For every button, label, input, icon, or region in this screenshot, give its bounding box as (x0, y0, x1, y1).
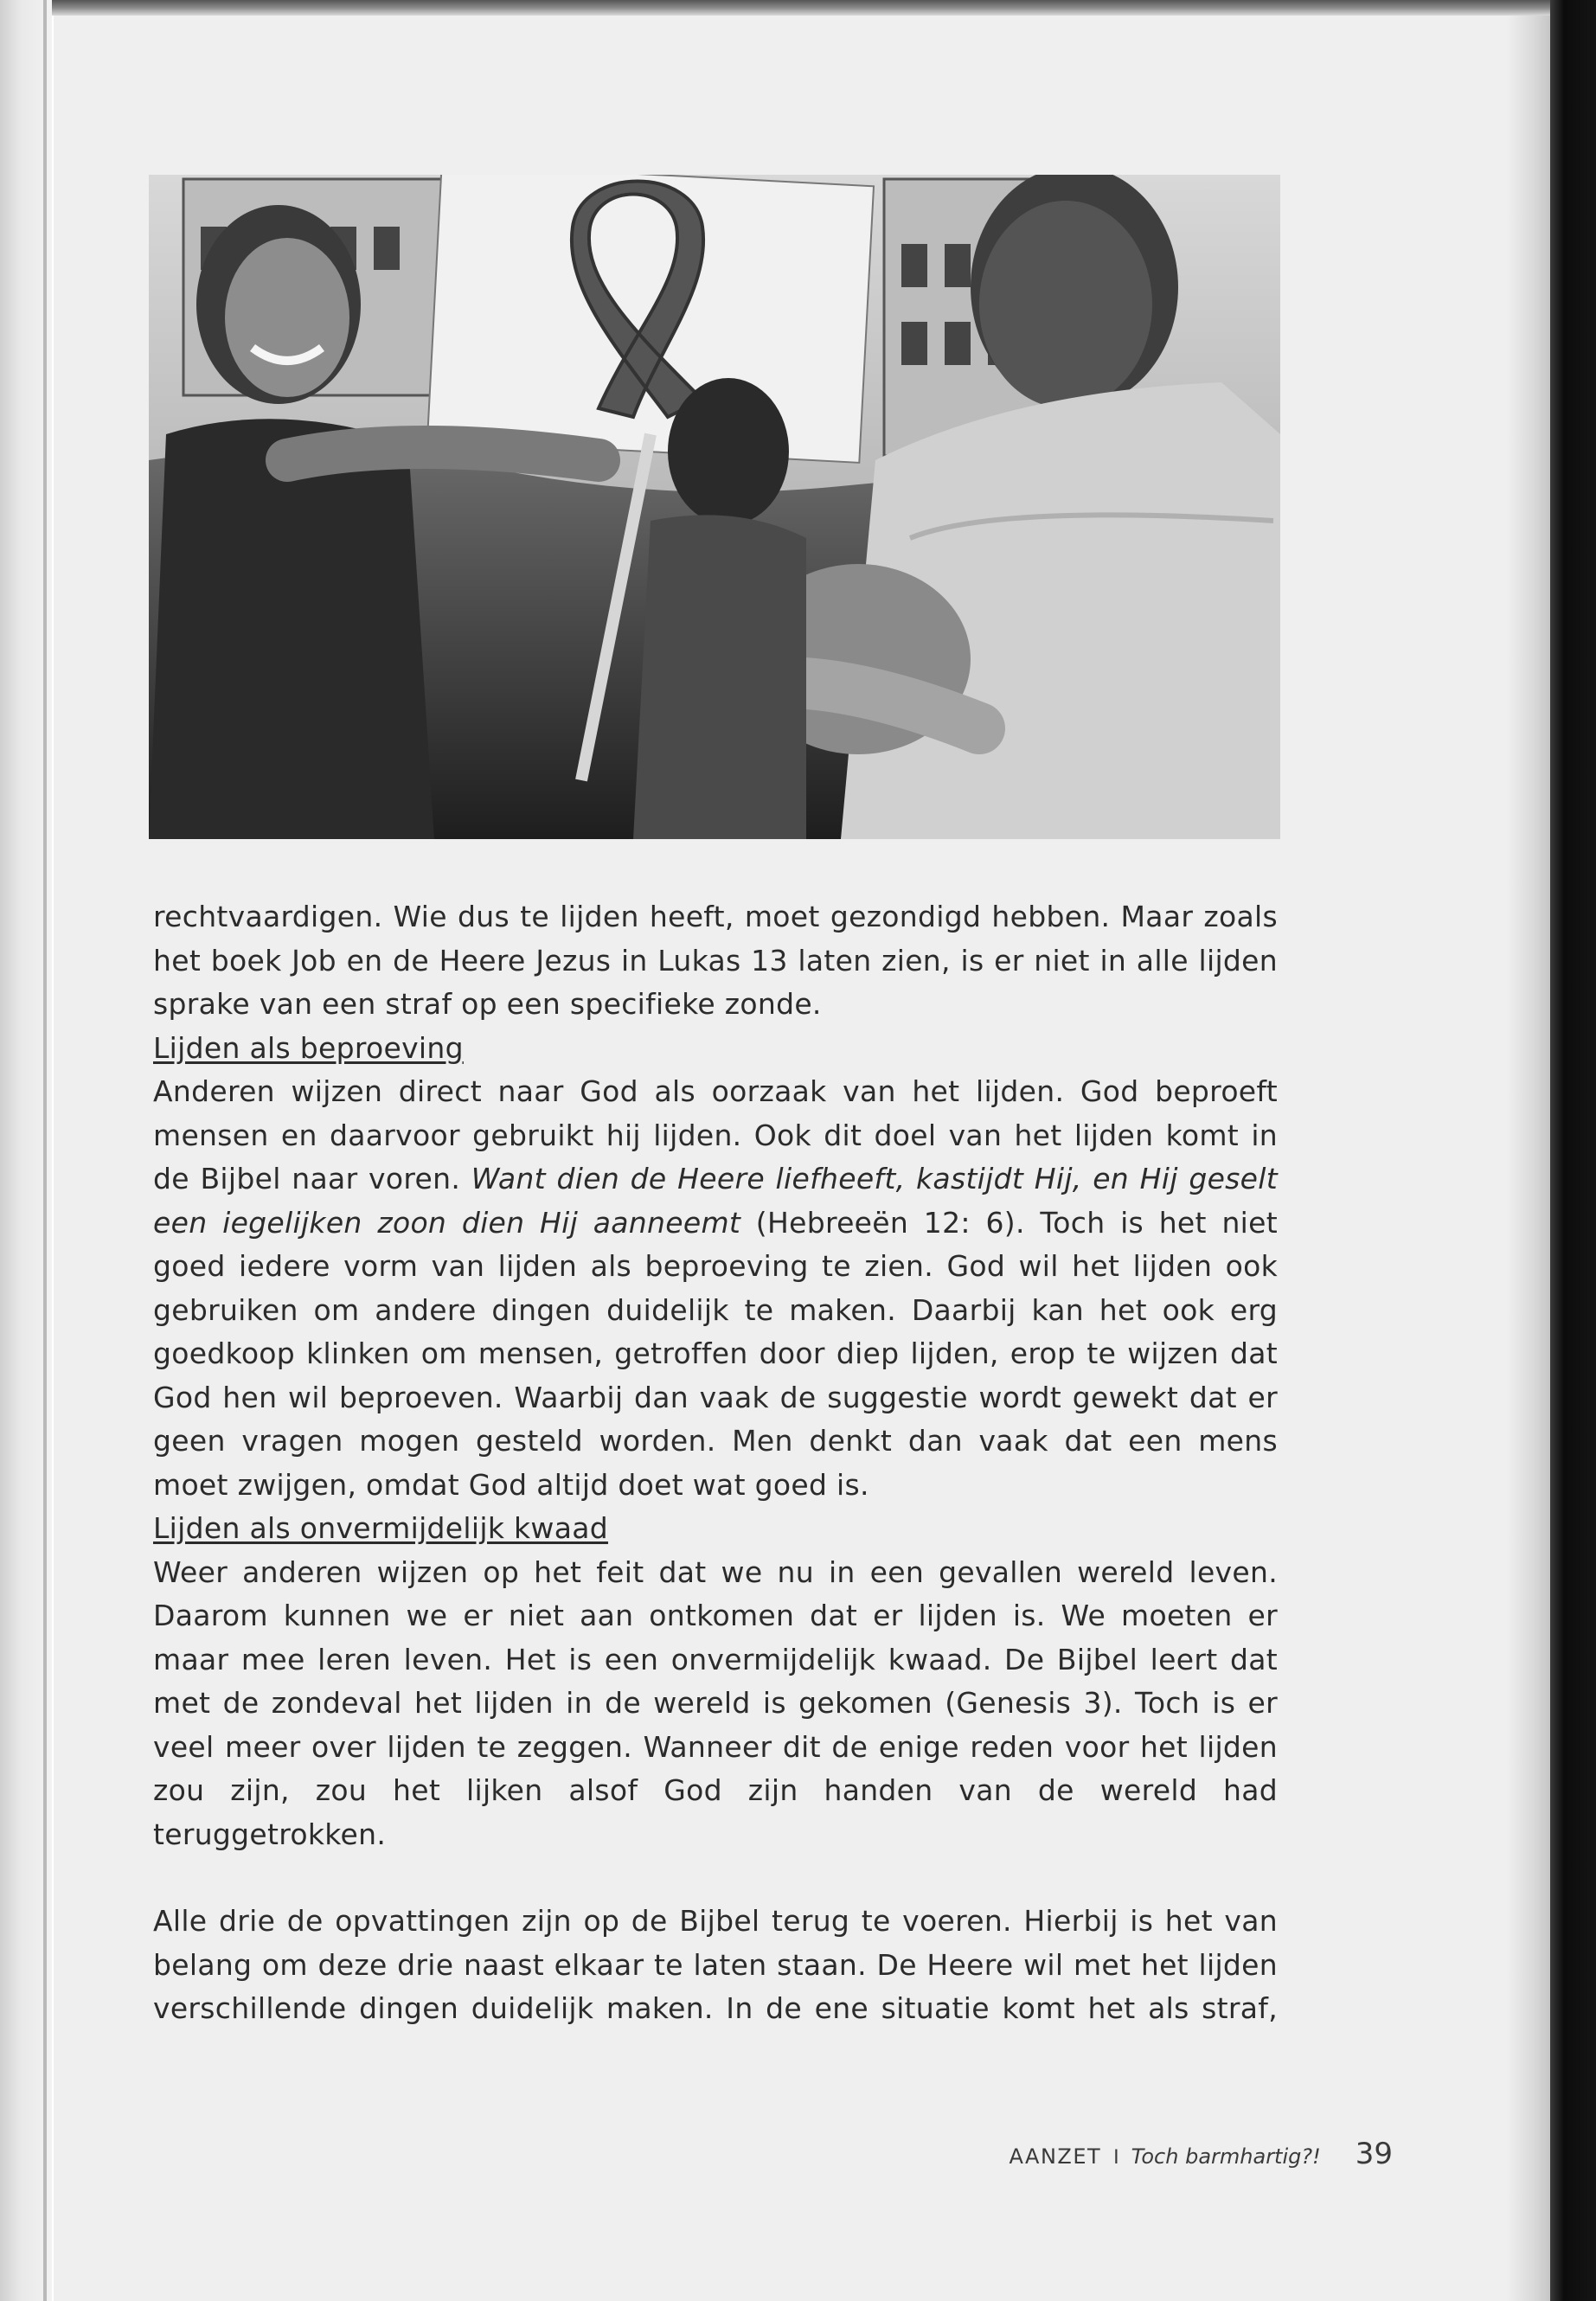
section-heading-onvermijdelijk-kwaad: Lijden als onvermijdelijk kwaad (153, 1511, 609, 1545)
article-body (153, 895, 1278, 2031)
page-footer (952, 2137, 1393, 2175)
closing-paragraph: Alle drie de opvattingen zijn op de Bijbel terug te voeren. Hierbij is het van belang om deze drie naast elkaar te laten staan. De Heere wil met het lijden verschillende dingen duidelijk maken. In de ene situatie komt het als straf, (153, 1904, 1278, 2025)
book-binding (1550, 0, 1596, 2301)
paragraph-text: Anderen wijzen direct naar God als oorzaak van het lijden. God beproeft mensen en daarvoor gebruikt hij lijden. Ook dit doel van het lijden komt in de Bijbel naar voren. (153, 1074, 1278, 1195)
scan-left-line (43, 0, 47, 2301)
intro-paragraph: rechtvaardigen. Wie dus te lijden heeft, moet gezondigd hebben. Maar zoals het boek Job en de Heere Jezus in Lukas 13 laten zien, is er niet in alle lijden sprake van een straf op een specifieke zonde. (153, 900, 1278, 1021)
photo-aids-demonstration (149, 175, 1280, 839)
section-paragraph-beproeving (153, 1070, 1278, 1507)
bible-quote: Want dien de Heere liefheeft, kastijdt Hij, en Hij geselt een iegelijken zoon dien Hij aanneemt (153, 1162, 1278, 1240)
paragraph-text: (Hebreeën 12: 6). Toch is het niet goed iedere vorm van lijden als beproeving te zien. God wil het lijden ook gebruiken om andere dingen duidelijk te maken. Daarbij kan het ook erg goedkoop klinken om mensen, getroffen door diep lijden, erop te wijzen dat God hen wil beproeven. Waarbij dan vaak de suggestie wordt gewekt dat er geen vragen mogen gesteld worden. Men denkt dan vaak dat een mens moet zwijgen, omdat God altijd doet wat goed is. (153, 1205, 1278, 1502)
page-gutter-shadow (1507, 16, 1550, 2301)
section-title: Toch barmhartig?! (1131, 2144, 1321, 2169)
section-paragraph-onvermijdelijk-kwaad: Weer anderen wijzen op het feit dat we nu in een gevallen wereld leven. Daarom kunnen we er niet aan ontkomen dat er lijden is. We moeten er maar mee leren leven. Het is een onvermijdelijk kwaad. De Bijbel leert dat met de zondeval het lijden in de wereld is gekomen (Genesis 3). Toch is er veel meer over lijden te zeggen. Wanneer dit de enige reden voor het lijden zou zijn, zou het lijken alsof God zijn handen van de wereld had teruggetrokken. (153, 1554, 1278, 1851)
scan-top-edge (52, 0, 1557, 16)
page-number: 39 (1355, 2137, 1393, 2171)
footer-separator: I (1113, 2147, 1119, 2169)
section-heading-beproeving: Lijden als beproeving (153, 1030, 464, 1065)
journal-name: AANZET (1009, 2144, 1102, 2169)
